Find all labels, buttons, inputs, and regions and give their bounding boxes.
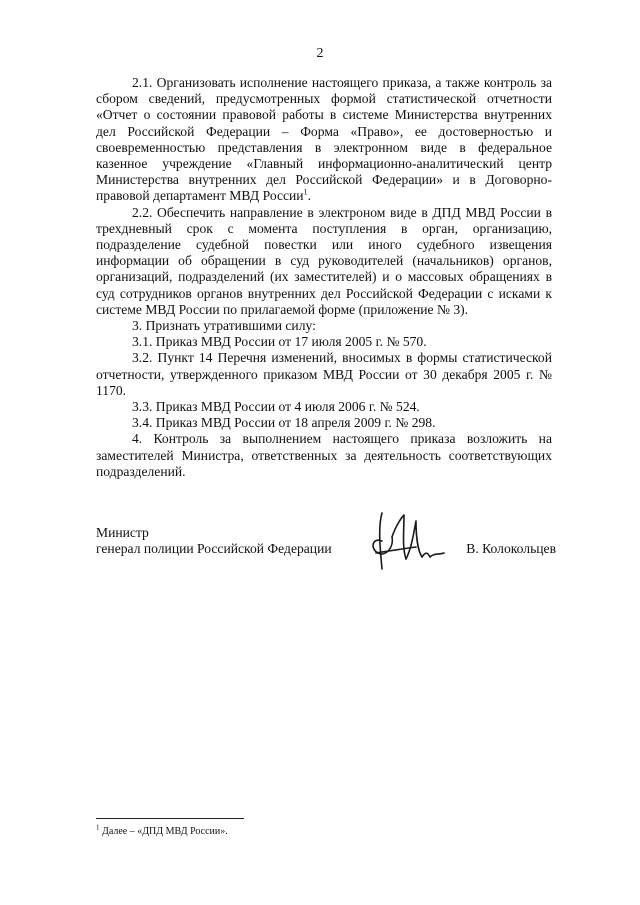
footnote-marker: 1	[96, 823, 100, 832]
paragraph-3-4: 3.4. Приказ МВД России от 18 апреля 2009 г. № 298.	[132, 415, 436, 431]
paragraph-2-1-text: 2.1. Организовать исполнение настоящего приказа, а также контроль за сбором сведений, предусмотренных формой статистической отчетности «Отчет о состоянии правовой работы в системе Министерства внутренних дел Российской Федерации – Форма «Право», ее достоверностью и своевременностью представления в электронном виде в федеральное казенное учреждение «Главный информационно-аналитический центр Министерства внутренних дел Российской Федерации» и в Договорно-правовой департамент МВД России	[96, 75, 552, 204]
page-number: 2	[316, 46, 324, 61]
paragraph-2-1	[96, 75, 552, 205]
paragraph-3-2: 3.2. Пункт 14 Перечня изменений, вносимых в формы статистической отчетности, утвержденного приказом МВД России от 30 декабря 2005 г. № 1170.	[96, 350, 552, 398]
footnote	[96, 823, 228, 838]
handwritten-signature	[368, 507, 460, 577]
footnote-divider	[96, 818, 244, 819]
footnote-reference: 1	[303, 187, 308, 197]
signatory-title: Министр	[96, 525, 149, 540]
paragraph-2-1-end: .	[307, 188, 311, 204]
paragraph-2-2: 2.2. Обеспечить направление в электроном виде в ДПД МВД России в трехдневный срок с момента поступления в орган, организацию, подразделение судебной повестки или иного судебного извещения информации об обращении в суд руководителей (начальников) органов, организаций, подразделений (их заместителей) и о массовых обращениях в суд сотрудников органов внутренних дел Российской Федерации с исками к системе МВД России по прилагаемой форме (приложение № 3).	[96, 204, 552, 317]
order-body-text	[96, 75, 552, 480]
footnote-text: Далее – «ДПД МВД России».	[99, 826, 228, 837]
signatory-name: В. Колокольцев	[466, 541, 556, 556]
paragraph-4: 4. Контроль за выполнением настоящего приказа возложить на заместителей Министра, ответственных за деятельность соответствующих подразделений.	[96, 431, 552, 479]
paragraph-3-3: 3.3. Приказ МВД России от 4 июля 2006 г. № 524.	[132, 399, 420, 415]
signatory-rank: генерал полиции Российской Федерации	[96, 541, 332, 556]
signature-block	[96, 525, 556, 585]
paragraph-3-1: 3.1. Приказ МВД России от 17 июля 2005 г. № 570.	[132, 334, 427, 350]
paragraph-3: 3. Признать утратившими силу:	[132, 318, 316, 334]
